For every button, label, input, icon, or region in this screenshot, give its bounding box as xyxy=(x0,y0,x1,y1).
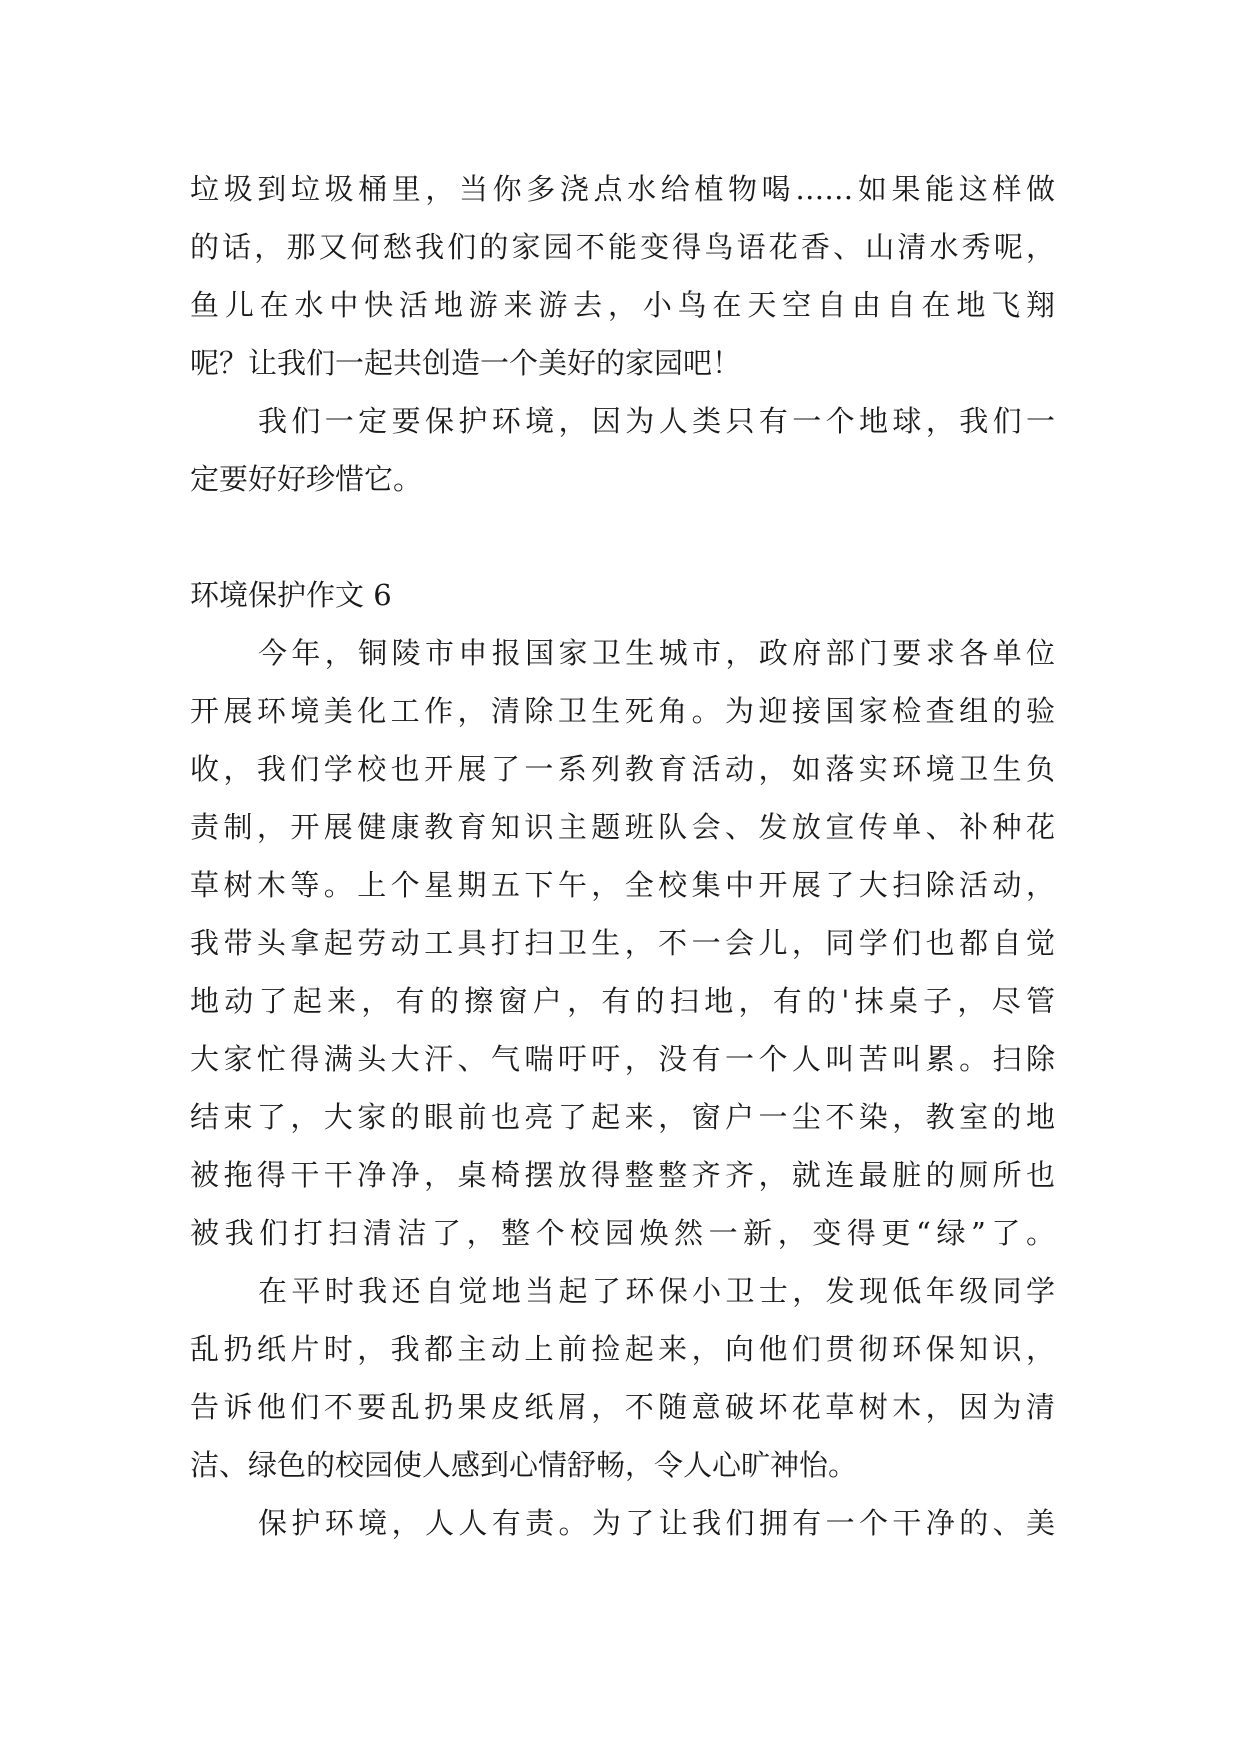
paragraph-line: 保护环境，人人有责。为了让我们拥有一个干净的、美 xyxy=(258,1506,1055,1540)
paragraph-line: 地动了起来，有的擦窗户，有的扫地，有的'抹桌子，尽管 xyxy=(190,984,1055,1018)
paragraph-line: 开展环境美化工作，清除卫生死角。为迎接国家检查组的验 xyxy=(190,694,1055,728)
paragraph-line: 草树木等。上个星期五下午，全校集中开展了大扫除活动， xyxy=(190,868,1055,902)
paragraph-line: 责制，开展健康教育知识主题班队会、发放宣传单、补种花 xyxy=(190,810,1055,844)
paragraph-line: 我带头拿起劳动工具打扫卫生，不一会儿，同学们也都自觉 xyxy=(190,926,1055,960)
paragraph-3 xyxy=(190,624,1055,1262)
paragraph-line: 我们一定要保护环境，因为人类只有一个地球，我们一 xyxy=(258,404,1055,438)
paragraph-line: 结束了，大家的眼前也亮了起来，窗户一尘不染，教室的地 xyxy=(190,1100,1055,1134)
paragraph-line: 洁、绿色的校园使人感到心情舒畅，令人心旷神怡。 xyxy=(190,1448,858,1482)
paragraph-line: 被拖得干干净净，桌椅摆放得整整齐齐，就连最脏的厕所也 xyxy=(190,1158,1055,1192)
paragraph-line: 的话，那又何愁我们的家园不能变得鸟语花香、山清水秀呢， xyxy=(190,230,1055,264)
paragraph-line: 被我们打扫清洁了，整个校园焕然一新，变得更“绿”了。 xyxy=(190,1216,1055,1250)
paragraph-line: 垃圾到垃圾桶里，当你多浇点水给植物喝……如果能这样做 xyxy=(190,172,1055,206)
paragraph-line: 收，我们学校也开展了一系列教育活动，如落实环境卫生负 xyxy=(190,752,1055,786)
paragraph-4 xyxy=(190,1262,1055,1494)
paragraph-line: 呢？让我们一起共创造一个美好的家园吧！ xyxy=(190,346,742,380)
paragraph-line: 乱扔纸片时，我都主动上前捡起来，向他们贯彻环保知识， xyxy=(190,1332,1055,1366)
paragraph-1 xyxy=(190,160,1055,392)
document-page xyxy=(190,160,1055,1552)
paragraph-line: 定要好好珍惜它。 xyxy=(190,462,423,496)
paragraph-5 xyxy=(190,1494,1055,1552)
paragraph-line: 今年，铜陵市申报国家卫生城市，政府部门要求各单位 xyxy=(258,636,1055,670)
paragraph-line: 在平时我还自觉地当起了环保小卫士，发现低年级同学 xyxy=(258,1274,1055,1308)
section-title: 环境保护作文 6 xyxy=(190,578,392,612)
paragraph-line: 大家忙得满头大汗、气喘吁吁，没有一个人叫苦叫累。扫除 xyxy=(190,1042,1055,1076)
blank-spacer xyxy=(190,508,1055,566)
paragraph-2 xyxy=(190,392,1055,508)
paragraph-line: 告诉他们不要乱扔果皮纸屑，不随意破坏花草树木，因为清 xyxy=(190,1390,1055,1424)
paragraph-line: 鱼儿在水中快活地游来游去，小鸟在天空自由自在地飞翔 xyxy=(190,288,1055,322)
